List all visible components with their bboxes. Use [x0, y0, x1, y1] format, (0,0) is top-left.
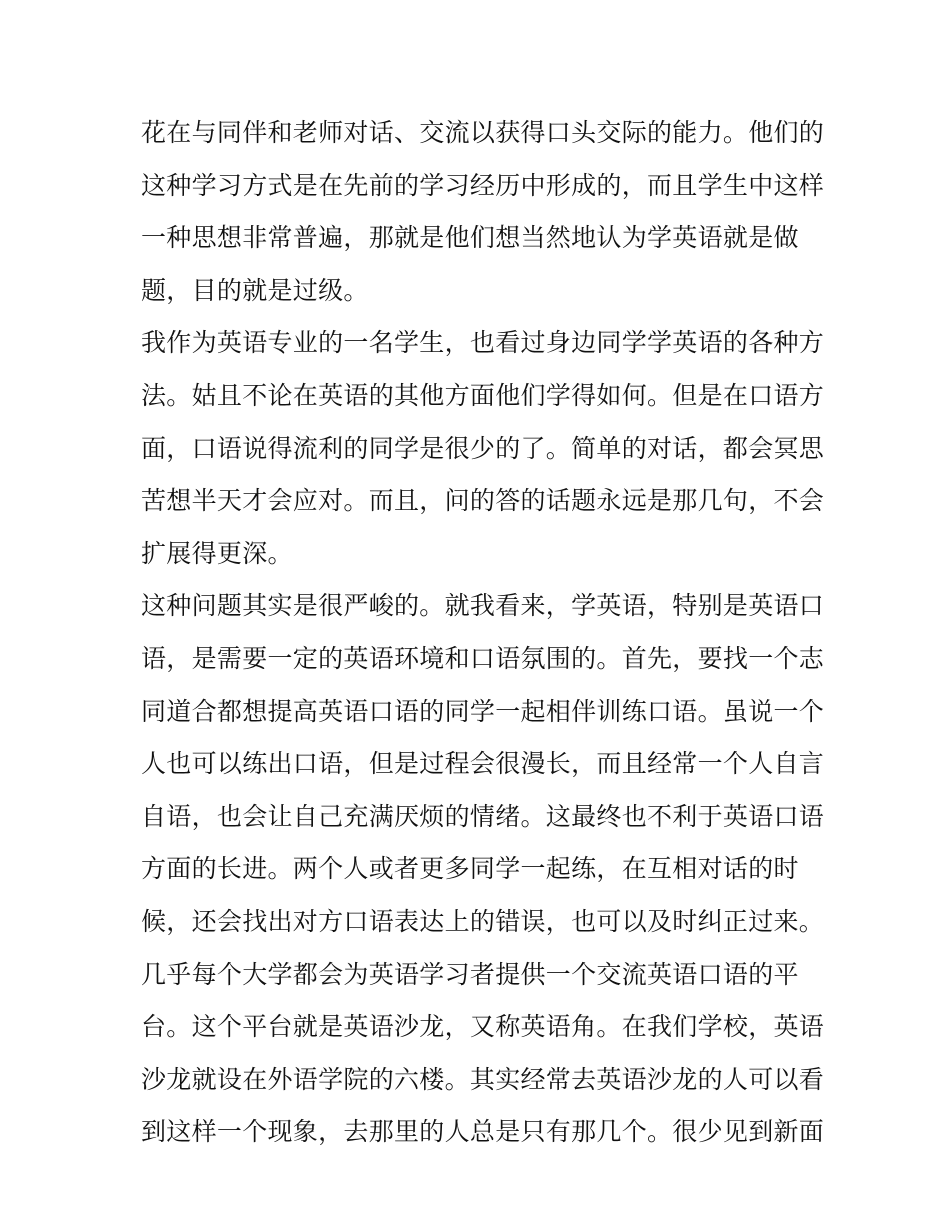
text-line: 花在与同伴和老师对话、交流以获得口头交际的能力。他们的 [141, 118, 825, 147]
text-line: 我作为英语专业的一名学生，也看过身边同学学英语的各种方 [141, 328, 825, 358]
text-line: 苦想半天才会应对。而且，问的答的话题永远是那几句，不会 [141, 486, 825, 516]
text-line: 同道合都想提高英语口语的同学一起相伴训练口语。虽说一个 [141, 696, 825, 726]
text-line: 候，还会找出对方口语表达上的错误，也可以及时纠正过来。 [141, 906, 825, 936]
text-line: 自语，也会让自己充满厌烦的情绪。这最终也不利于英语口语 [141, 801, 825, 831]
text-line: 台。这个平台就是英语沙龙，又称英语角。在我们学校，英语 [141, 1012, 825, 1042]
text-line: 到这样一个现象，去那里的人总是只有那几个。很少见到新面 [141, 1117, 825, 1147]
text-line: 这种学习方式是在先前的学习经历中形成的，而且学生中这样 [141, 170, 825, 200]
text-line: 几乎每个大学都会为英语学习者提供一个交流英语口语的平 [141, 959, 799, 989]
body-text [141, 107, 825, 1159]
text-line: 法。姑且不论在英语的其他方面他们学得如何。但是在口语方 [141, 380, 825, 410]
text-line: 这种问题其实是很严峻的。就我看来，学英语，特别是英语口 [141, 591, 825, 621]
text-line: 面，口语说得流利的同学是很少的了。简单的对话，都会冥思 [141, 433, 825, 463]
text-line: 方面的长进。两个人或者更多同学一起练，在互相对话的时 [141, 854, 799, 884]
text-line: 人也可以练出口语，但是过程会很漫长，而且经常一个人自言 [141, 749, 825, 779]
text-line: 一种思想非常普遍，那就是他们想当然地认为学英语就是做 [141, 223, 799, 253]
text-line: 扩展得更深。 [141, 538, 293, 568]
text-line: 题，目的就是过级。 [141, 275, 369, 305]
text-line: 沙龙就设在外语学院的六楼。其实经常去英语沙龙的人可以看 [141, 1064, 825, 1094]
text-line: 语，是需要一定的英语环境和口语氛围的。首先，要找一个志 [141, 643, 825, 673]
